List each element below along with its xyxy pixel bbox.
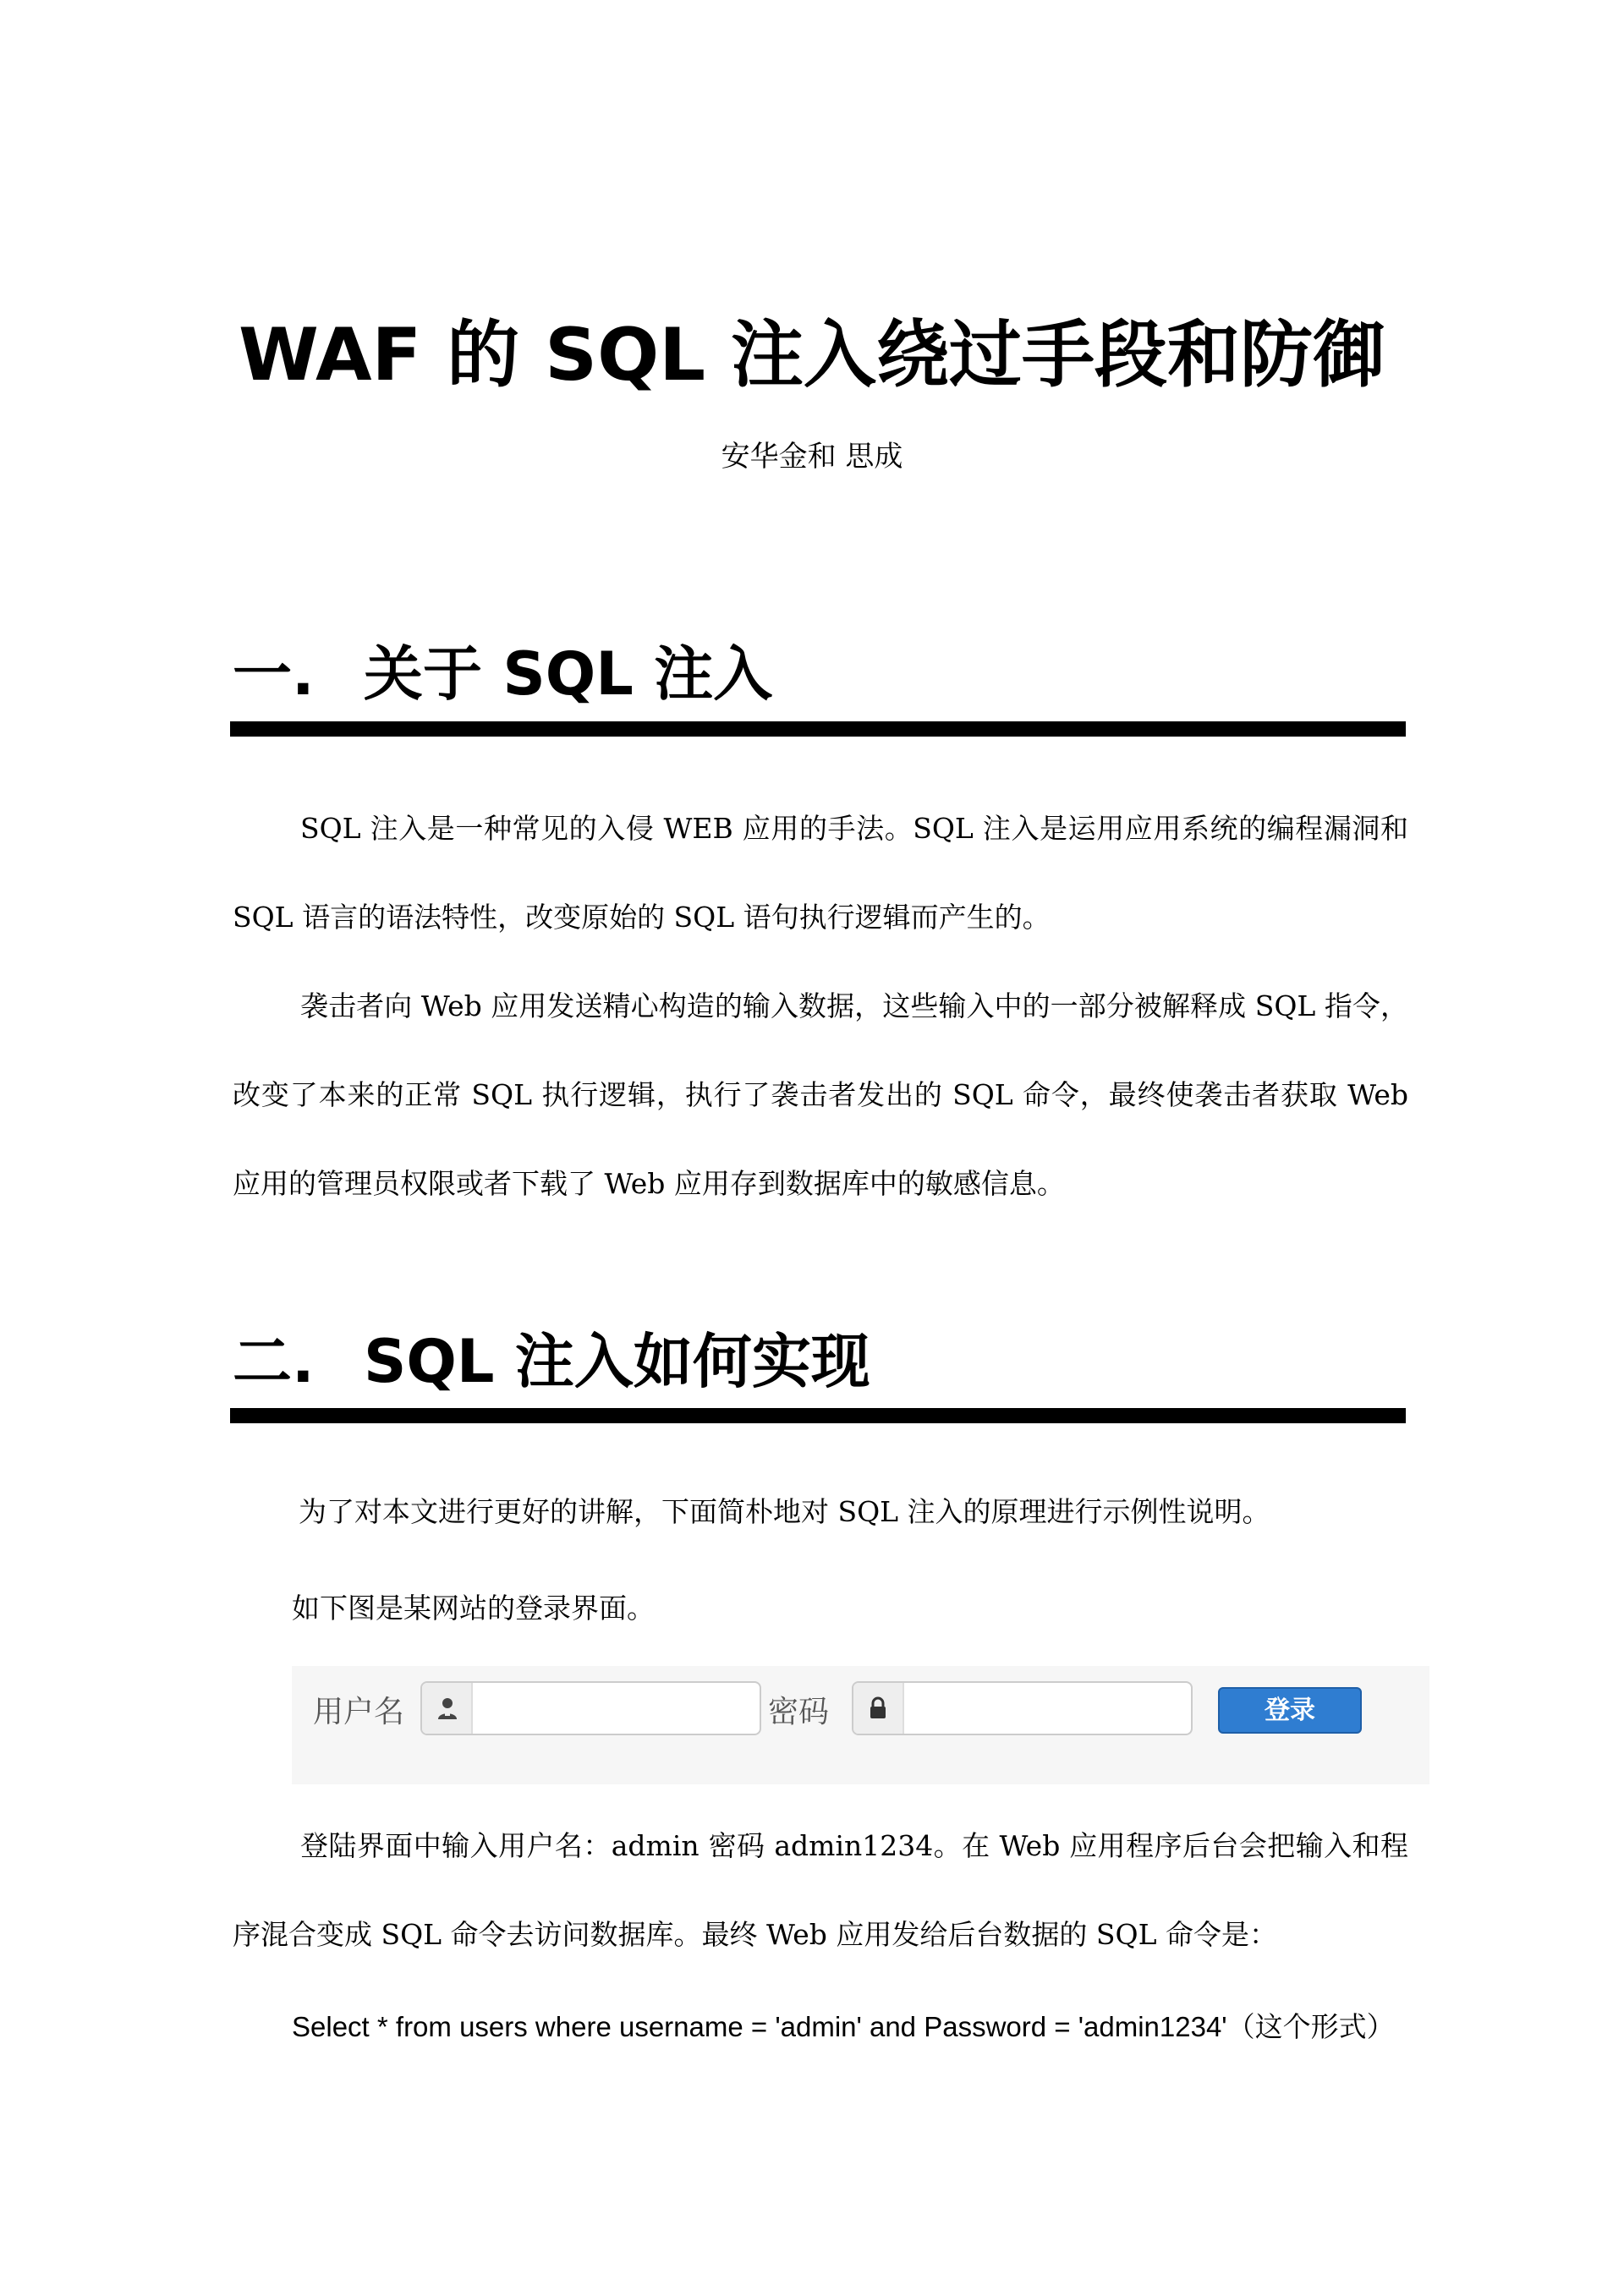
authors: 安华金和 思成 — [721, 440, 903, 474]
username-input[interactable] — [420, 1681, 761, 1735]
password-addon — [853, 1683, 904, 1734]
section-2-number: 二. — [233, 1327, 315, 1396]
figure-caption: 如下图是某网站的登录界面。 — [292, 1592, 655, 1625]
page-title: WAF 的 SQL 注入绕过手段和防御 — [239, 313, 1385, 397]
login-form-figure — [292, 1666, 1429, 1784]
password-label: 密码 — [768, 1695, 830, 1729]
username-addon — [422, 1683, 473, 1734]
section-1-paragraph-2: 袭击者向 Web 应用发送精心构造的输入数据，这些输入中的一部分被解释成 SQL 指令，改变了本来的正常 SQL 执行逻辑，执行了袭击者发出的 SQL 命令，最终使袭击者获取 Web 应用的管理员权限或者下载了 Web 应用存到数据库中的敏感信息。 — [233, 989, 1408, 1200]
section-2-intro: 为了对本文进行更好的讲解，下面简朴地对 SQL 注入的原理进行示例性说明。 — [299, 1495, 1270, 1528]
section-1-number: 一. — [233, 639, 315, 709]
user-icon — [436, 1696, 458, 1720]
sql-example: Select * from users where username = 'admin' and Password = 'admin1234'（这个形式） — [292, 2011, 1395, 2042]
section-2-paragraph: 登陆界面中输入用户名：admin 密码 admin1234。在 Web 应用程序后台会把输入和程序混合变成 SQL 命令去访问数据库。最终 Web 应用发给后台数据的 SQL 命令是： — [233, 1829, 1408, 1951]
login-button[interactable]: 登录 — [1218, 1687, 1362, 1734]
section-1-rule — [230, 721, 1406, 737]
section-1-paragraph-1: SQL 注入是一种常见的入侵 WEB 应用的手法。SQL 注入是运用应用系统的编程漏洞和 SQL 语言的语法特性，改变原始的 SQL 语句执行逻辑而产生的。 — [233, 812, 1408, 934]
lock-icon — [868, 1696, 888, 1720]
section-1-title: 关于 SQL 注入 — [364, 639, 773, 709]
section-2-rule — [230, 1408, 1406, 1423]
password-input[interactable] — [852, 1681, 1193, 1735]
section-2-heading — [233, 1323, 870, 1400]
section-2-title: SQL 注入如何实现 — [364, 1327, 870, 1396]
section-1-heading — [233, 636, 772, 712]
username-label: 用户名 — [313, 1695, 405, 1729]
